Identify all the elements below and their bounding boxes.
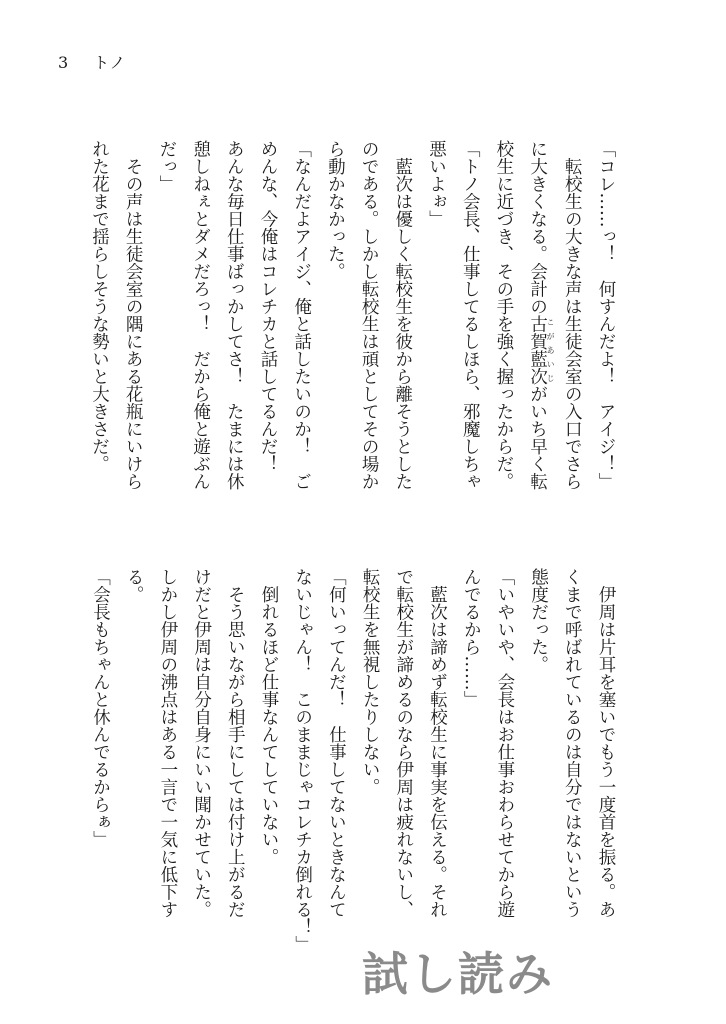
upper-text-block (82, 140, 622, 510)
text-line: そう思いながら相手にしては付け上がるだ (225, 568, 246, 918)
page-header (58, 50, 144, 73)
trial-reading-watermark: 試し読み (362, 947, 554, 1001)
text-line: 「会長もちゃんと休んでるからぁ」 (90, 568, 111, 848)
text-line: 藍次は諦めず転校生に事実を伝える。それ (427, 568, 448, 918)
text-line: あんな毎日仕事ばっかしてさ！ たまには休 (224, 140, 245, 490)
text-line: 「コレ……っ！ 何すんだよ！ アイジ！」 (596, 140, 616, 490)
text-line: 悪いよぉ」 (426, 140, 447, 228)
text-segment: がいち早く転 (527, 385, 548, 490)
text-line-with-ruby (520, 140, 555, 510)
text-line: その声は生徒会室の隅にある花瓶にいけら (123, 140, 144, 490)
text-line: る。 (124, 568, 145, 603)
text-line: しかし伊周の沸点はある一言で一気に低下す (157, 568, 178, 918)
chapter-title: トノ (93, 53, 127, 72)
text-line: 「なんだよアイジ、俺と話したいのか！ ご (291, 140, 312, 490)
text-line: 憩しねぇとダメだろっ！ だから俺と遊ぶん (190, 140, 211, 490)
text-line: 伊周は片耳を塞いでもう一度首を振る。あ (596, 568, 616, 918)
text-line: 態度だった。 (528, 568, 549, 673)
text-line: ら動かなかった。 (325, 140, 346, 280)
page-number: 3 (58, 53, 70, 72)
text-line: のである。しかし転校生は頑としてその場か (359, 140, 380, 490)
text-line: んでるから……」 (461, 568, 482, 708)
text-line: 「いやいや、会長はお仕事おわらせてから遊 (494, 568, 515, 918)
text-segment: に大きくなる。会計の (527, 140, 548, 315)
text-line: けだと伊周は自分自身にいい聞かせていた。 (191, 568, 212, 918)
ruby-name (527, 315, 556, 385)
lower-text-block (82, 568, 622, 953)
text-line: ないじゃん！ このままじゃコレチカ倒れる！」 (292, 568, 313, 953)
text-line: 「何いってんだ！ 仕事してないときなんて (326, 568, 347, 918)
text-line: れた花まで揺らしそうな勢いと大きさだ。 (89, 140, 110, 473)
text-line: 藍次は優しく転校生を彼から離そうとした (392, 140, 413, 490)
text-line: 倒れるほど仕事なんてしていない。 (258, 568, 279, 866)
text-line: だっ」 (156, 140, 177, 193)
ruby-base: 古賀藍次 (527, 315, 548, 385)
text-line: 「トノ会長、仕事してるしほら、邪魔しちゃ (460, 140, 481, 490)
text-line: 転校生の大きな声は生徒会室の入口でさら (562, 140, 583, 490)
text-line: くまで呼ばれているのは自分ではないという (562, 568, 583, 918)
text-line: 校生に近づき、その手を強く握ったからだ。 (493, 140, 514, 490)
ruby-reading: こがあいじ (546, 315, 556, 385)
text-line: めんな、今俺はコレチカと話してるんだ！ (257, 140, 278, 473)
text-line: 転校生を無視したりしない。 (360, 568, 381, 796)
text-line: で転校生が諦めるのなら伊周は疲れないし、 (393, 568, 414, 918)
